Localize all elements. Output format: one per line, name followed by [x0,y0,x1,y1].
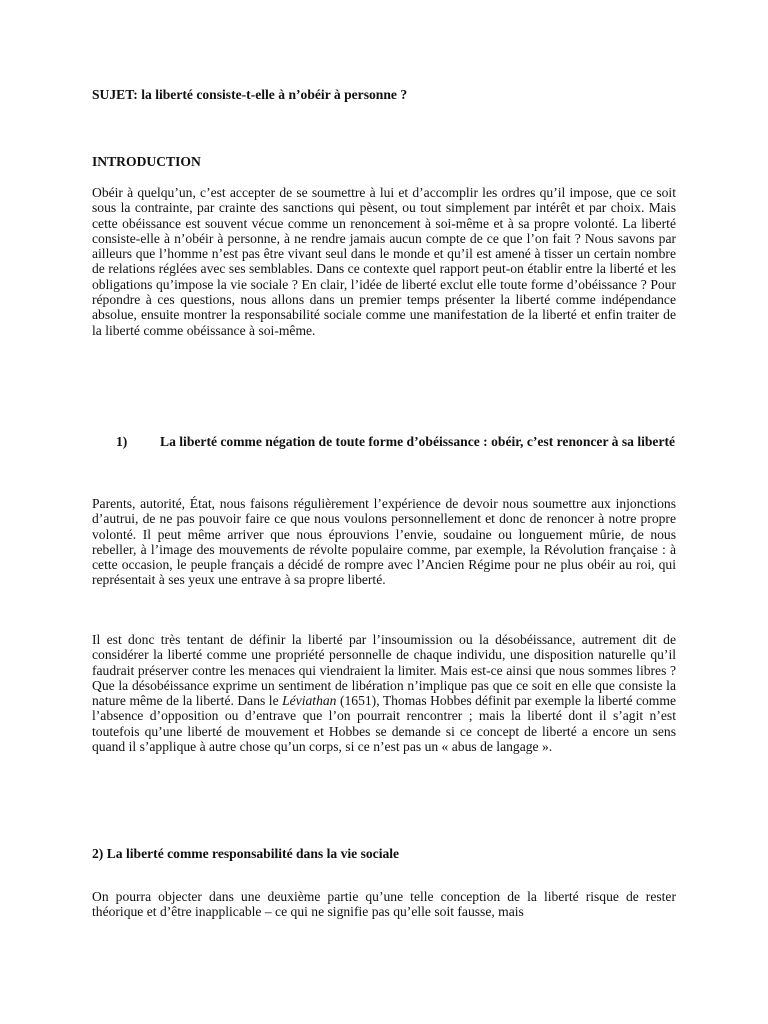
introduction-paragraph: Obéir à quelqu’un, c’est accepter de se soumettre à lui et d’accomplir les ordres qu’il impose, que ce soit sous la contrainte, par crainte des sanctions qui pèsent, ou tout simplement par intérêt et par choix. Mais cette obéissance est souvent vécue comme un renoncement à soi-même et à sa propre volonté. La liberté consiste-elle à n’obéir à personne, à ne rendre jamais aucun compte de ce que l’on fait ? Nous savons par ailleurs que l’homme n’est pas être vivant seul dans le monde et qu’il est amené à tisser un certain nombre de relations réglées avec ses semblables. Dans ce contexte quel rapport peut-on établir entre la liberté et les obligations qu’impose la vie sociale ? En clair, l’idée de liberté exclut elle toute forme d’obéissance ? Pour répondre à ces questions, nous allons dans un premier temps présenter la liberté comme indépendance absolue, ensuite montrer la responsabilité sociale comme une manifestation de la liberté et enfin traiter de la liberté comme obéissance à soi-même. [92,185,676,338]
section-1-number: 1) [116,434,128,449]
section-1-paragraph-1: Parents, autorité, État, nous faisons régulièrement l’expérience de devoir nous soumettre aux injonctions d’autrui, de ne pas pouvoir faire ce que nous voulons personnellement et donc de renoncer à notre propre volonté. Il peut même arriver que nous éprouvions l’envie, soudaine ou longuement mûrie, de nous rebeller, à l’image des mouvements de révolte populaire comme, par exemple, la Révolution française : à cette occasion, le peuple français a décidé de rompre avec l’Ancien Régime pour ne plus obéir au roi, qui représentait à ses yeux une entrave à sa propre liberté. [92,496,676,588]
section-1-paragraph-2 [92,632,676,754]
section-2-paragraph: On pourra objecter dans une deuxième partie qu’une telle conception de la liberté risque de rester théorique et d’être inapplicable – ce qui ne signifie pas qu’elle soit fausse, mais [92,889,676,920]
section-1-paragraph-2-start: Il est donc très tentant de définir la liberté par l’insoumission ou la désobéissance, autrement dit de considérer la liberté comme une propriété personnelle de chaque individu, une disposition naturelle qu’il faudrait préserver contre les menaces qui viendraient la limiter. Mais est-ce ainsi que nous sommes libres ? Que la désobéissance exprime un sentiment de libération n’implique pas que ce soit en elle que consiste la nature même de la liberté. Dans le [92,632,676,709]
section-1-title: La liberté comme négation de toute forme d’obéissance : obéir, c’est renoncer à sa liberté [160,434,676,449]
introduction-heading: INTRODUCTION [92,154,201,169]
document-title: SUJET: la liberté consiste-t-elle à n’obéir à personne ? [92,87,408,102]
section-2-heading: 2) La liberté comme responsabilité dans la vie sociale [92,846,400,861]
leviathan-title: Léviathan [282,693,337,709]
section-1-paragraph-2-end: (1651), Thomas Hobbes définit par exemple la liberté comme l’absence d’opposition ou d’entrave que l’on pourrait rencontrer ; mais la liberté dont il s’agit n’est toutefois qu’une liberté de mouvement et Hobbes se demande si ce concept de liberté a encore un sens quand il s’applique à autre chose qu’un corps, si ce n’est pas un « abus de langage ». [92,693,676,755]
